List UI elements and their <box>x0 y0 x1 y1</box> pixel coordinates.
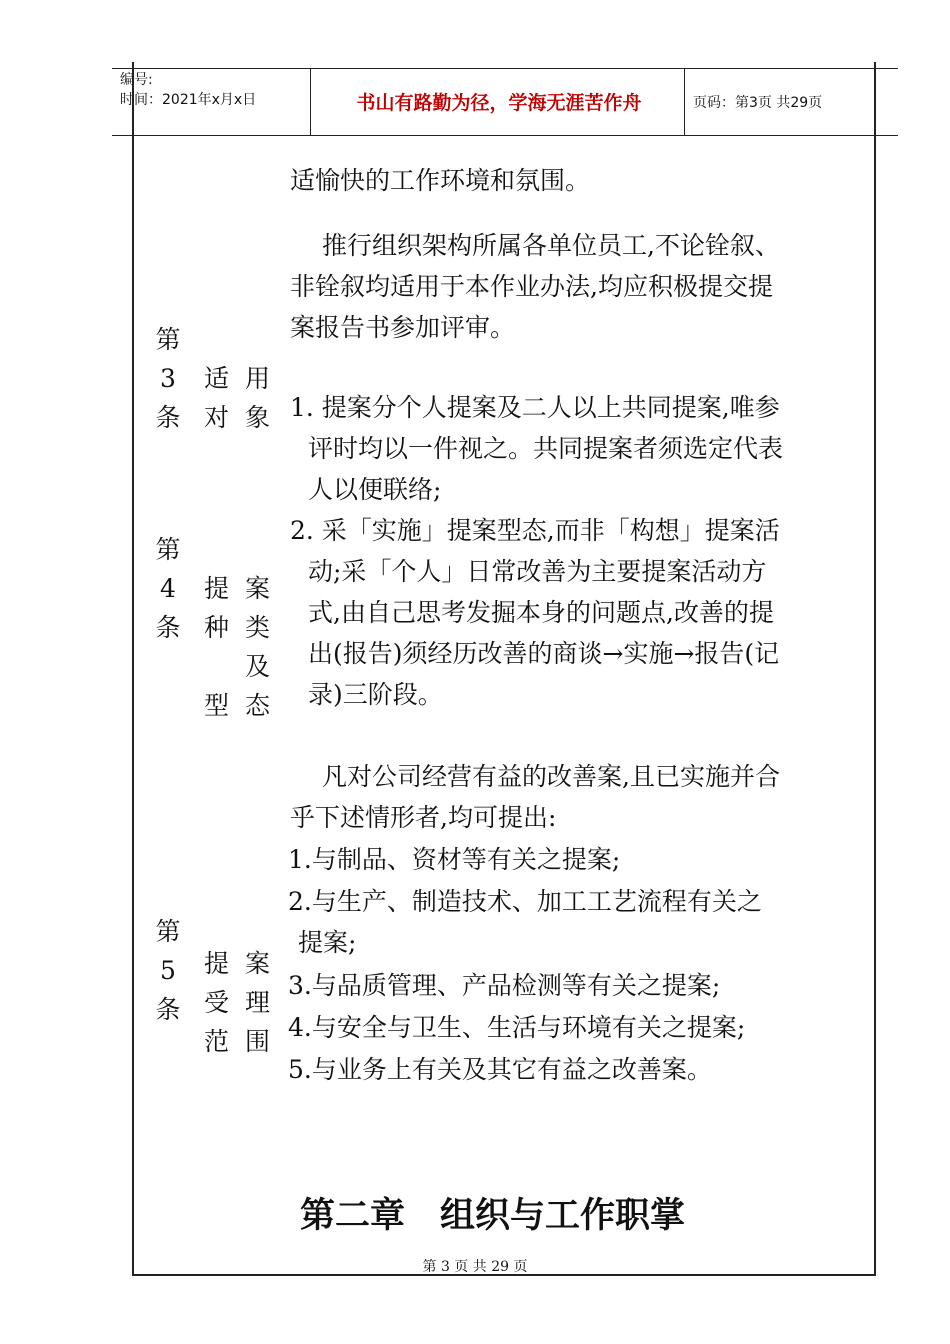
article5-line: 5.与业务上有关及其它有益之改善案。 <box>288 1055 712 1084</box>
chapter-title: 第二章 组织与工作职掌 <box>300 1196 686 1236</box>
article3-title: 适 用 对 象 <box>203 364 270 432</box>
article4-item2-line: 2. 采「实施」提案型态,而非「构想」提案活 <box>290 516 780 545</box>
article5-line: 4.与安全与卫生、生活与环境有关之提案; <box>288 1013 746 1042</box>
article5-line: 3.与品质管理、产品检测等有关之提案; <box>288 971 721 1000</box>
article4-label: 第 4 条 <box>155 535 181 642</box>
article5-title: 提 案 受 理 范 围 <box>203 949 270 1056</box>
page-footer: 第 3 页 共 29 页 <box>422 1259 528 1275</box>
article4-item1-line: 评时均以一件视之。共同提案者须选定代表 <box>308 434 784 463</box>
article3-line: 案报告书参加评审。 <box>290 313 516 342</box>
doc-number-label: 编号: <box>120 72 153 88</box>
header-page-info: 页码：第3页 共29页 <box>693 95 823 111</box>
article3-line: 非铨叙均适用于本作业办法,均应积极提交提 <box>290 272 773 301</box>
header-motto: 书山有路勤为径，学海无涯苦作舟 <box>356 92 642 114</box>
article4-item2-line: 出(报告)须经历改善的商谈→实施→报告(记 <box>308 639 780 668</box>
article5-line: 乎下述情形者,均可提出: <box>290 803 557 832</box>
article4-item1-line: 人以便联络; <box>308 475 442 504</box>
article3-line: 推行组织架构所属各单位员工,不论铨叙、 <box>322 231 780 260</box>
intro-tail-text: 适愉快的工作环境和氛围。 <box>290 166 591 195</box>
article5-line: 2.与生产、制造技术、加工工艺流程有关之 <box>288 887 762 916</box>
article4-item1-line: 1. 提案分个人提案及二人以上共同提案,唯参 <box>290 393 780 422</box>
article3-label: 第 3 条 <box>155 325 181 432</box>
article4-item2-line: 录)三阶段。 <box>308 680 443 709</box>
article5-line: 凡对公司经营有益的改善案,且已实施并合 <box>322 762 780 791</box>
article4-item2-line: 动;采「个人」日常改善为主要提案活动方 <box>308 557 767 586</box>
article4-item2-line: 式,由自己思考发掘本身的问题点,改善的提 <box>308 598 774 627</box>
time-label: 时间：2021年x月x日 <box>120 92 257 108</box>
article5-line: 提案; <box>298 928 357 957</box>
article5-label: 第 5 条 <box>155 917 181 1024</box>
article5-line: 1.与制品、资材等有关之提案; <box>288 845 621 874</box>
article4-title: 提 案 种 类 及 型 态 <box>203 574 270 720</box>
